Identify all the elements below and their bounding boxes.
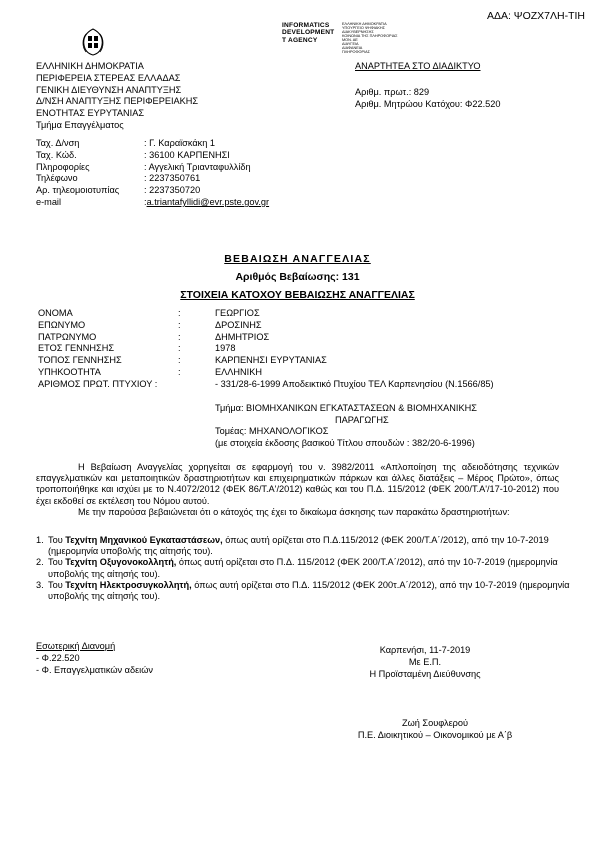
header-line: ΕΝΟΤΗΤΑΣ ΕΥΡΥΤΑΝΙΑΣ — [36, 108, 145, 119]
distribution-item: - Φ. Επαγγελματικών αδειών — [36, 664, 153, 675]
activity-item — [36, 557, 576, 579]
contact-label: Αρ. τηλεομοιοτυπίας — [36, 185, 120, 196]
email-value-wrap — [144, 197, 269, 208]
issuer-header — [36, 61, 198, 132]
contact-label: Ταχ. Κώδ. — [36, 149, 77, 160]
field-value: ΔΗΜΗΤΡΙΟΣ — [215, 331, 270, 342]
logo-line: ΔΙΑΦΑΝΕΙΑ — [342, 45, 363, 50]
field-value: ΔΡΟΣΙΝΗΣ — [215, 319, 262, 330]
logo-line: INFORMATICS — [282, 22, 330, 29]
contact-value: : 36100 ΚΑΡΠΕΝΗΣΙ — [144, 149, 230, 160]
contact-label: Πληροφορίες — [36, 161, 90, 172]
field-colon: : — [178, 366, 181, 377]
logo-line: ΚΟΙΝΩΝΙΑ ΤΗΣ ΠΛΗΡΟΦΟΡΙΑΣ — [342, 33, 398, 38]
header-line: ΓΕΝΙΚΗ ΔΙΕΥΘΥΝΣΗ ΑΝΑΠΤΥΞΗΣ — [36, 84, 182, 95]
field-label: ΑΡΙΘΜΟΣ ΠΡΩΤ. ΠΤΥΧΙΟΥ : — [38, 378, 158, 389]
field-colon: : — [178, 319, 181, 330]
greek-emblem-icon — [80, 27, 106, 57]
header-line: Τμήμα Επαγγέλματος — [36, 119, 124, 130]
activity-prefix: Του — [48, 579, 66, 590]
post-online-label: ΑΝΑΡΤΗΤΕΑ ΣΤΟ ΔΙΑΔΙΚΤΥΟ — [355, 61, 481, 71]
activity-number: 2. — [36, 557, 44, 568]
logo-line: ΔΙΑΥΓΕΙΑ — [342, 41, 359, 46]
field-value: ΕΛΛΗΝΙΚΗ — [215, 366, 262, 377]
field-label: ΕΠΩΝΥΜΟ — [38, 319, 86, 330]
protocol-number: Αριθμ. πρωτ.: 829 — [355, 86, 430, 97]
field-colon: : — [178, 343, 181, 354]
activity-item — [36, 535, 576, 557]
degree-line: ΠΑΡΑΓΩΓΗΣ — [335, 414, 389, 425]
signature-block — [340, 645, 510, 680]
activity-text: όπως αυτή ορίζεται στο Π.Δ. 115/2012 (ΦΕΚ 200τ.Α΄/2012), από την 10-7-2019 (ημερομηνία υποβολής της αίτησής του). — [48, 579, 570, 602]
signer-name: Ζωή Σουφλερού — [401, 718, 469, 728]
signer-position: Π.Ε. Διοικητικού – Οικονομικού με Α΄β — [357, 729, 513, 740]
document-title: ΒΕΒΑΙΩΣΗ ΑΝΑΓΓΕΛΙΑΣ — [224, 253, 371, 265]
activity-title: Τεχνίτη Ηλεκτροσυγκολλητή, — [65, 579, 192, 590]
certificate-number: Αριθμός Βεβαίωσης: 131 — [235, 271, 360, 283]
field-label: ΠΑΤΡΩΝΥΜΟ — [38, 331, 97, 342]
place-date: Καρπενήσι, 11-7-2019 — [379, 645, 471, 655]
distribution-title: Εσωτερική Διανομή — [36, 641, 116, 651]
degree-line: Τμήμα: ΒΙΟΜΗΧΑΝΙΚΩΝ ΕΓΚΑΤΑΣΤΑΣΕΩΝ & ΒΙΟΜΗΧΑΝΙΚΗΣ — [215, 403, 477, 413]
signer-role: Η Προϊσταμένη Διεύθυνσης — [369, 668, 481, 679]
email-label: e-mail — [36, 196, 62, 207]
logo-line: ΜΟΝ. ΑΕ — [342, 37, 358, 42]
activity-item — [36, 580, 576, 602]
logo-line: DEVELOPMENT — [282, 29, 335, 37]
legal-paragraphs — [36, 462, 559, 518]
field-label: ΕΤΟΣ ΓΕΝΝΗΣΗΣ — [38, 343, 115, 354]
contact-label: Ταχ. Δ/νση — [36, 138, 80, 148]
activity-prefix: Του — [48, 557, 66, 568]
internal-distribution — [36, 641, 153, 676]
field-label: ΤΟΠΟΣ ΓΕΝΝΗΣΗΣ — [38, 355, 122, 366]
registry-number: Αριθμ. Μητρώου Κατόχου: Φ22.520 — [355, 98, 501, 109]
activity-number: 1. — [36, 535, 44, 545]
field-value: 1978 — [215, 343, 236, 354]
logo-line: ΥΠΟΥΡΓΕΙΟ ΨΗΦΙΑΚΗΣ — [342, 25, 386, 30]
contact-value: : Αγγελική Τριανταφυλλίδη — [144, 161, 251, 172]
activity-text: όπως αυτή ορίζεται στο Π.Δ.115/2012 (ΦΕΚ 200/Τ.Α΄/2012), από την 10-7-2019 (ημερομηνία υποβολής της αίτησής του). — [48, 535, 549, 557]
contact-value: : 2237350720 — [144, 185, 201, 196]
ada-code: ΑΔΑ: ΨΟΖΧ7ΛΗ-ΤΙΗ — [486, 10, 585, 22]
logo-line: T AGENCY — [282, 36, 318, 44]
header-line: Δ/ΝΣΗ ΑΝΑΠΤΥΞΗΣ ΠΕΡΙΦΕΡΕΙΑΚΗΣ — [36, 96, 199, 107]
contact-label: Τηλέφωνο — [36, 173, 78, 184]
logo-right-text — [342, 22, 398, 54]
post-info — [355, 61, 500, 110]
email-colon: : — [144, 196, 147, 207]
logo-line: ΠΛΗΡΟΦΟΡΙΑΣ — [342, 49, 370, 54]
degree-line: Τομέας: ΜΗΧΑΝΟΛΟΓΙΚΟΣ — [215, 426, 329, 436]
degree-details — [215, 403, 477, 449]
diavgeia-logo — [282, 22, 406, 60]
holder-section-title: ΣΤΟΙΧΕΙΑ ΚΑΤΟΧΟΥ ΒΕΒΑΙΩΣΗΣ ΑΝΑΓΓΕΛΙΑΣ — [180, 289, 415, 301]
activity-text: όπως αυτή ορίζεται στο Π.Δ. 115/2012 (ΦΕΚ 200/Τ.Α΄/2012), από την 10-7-2019 (ημερομηνία υποβολής της αίτησής του). — [48, 557, 558, 579]
field-colon: : — [178, 308, 181, 318]
field-colon: : — [178, 355, 181, 366]
distribution-item: - Φ.22.520 — [36, 652, 80, 663]
by-order: Με Ε.Π. — [408, 656, 442, 667]
header-line: ΕΛΛΗΝΙΚΗ ΔΗΜΟΚΡΑΤΙΑ — [36, 61, 144, 71]
field-value: ΓΕΩΡΓΙΟΣ — [215, 308, 260, 318]
logo-line: ΔΙΑΚΥΒΕΡΝΗΣΗΣ — [342, 29, 374, 34]
activity-title: Τεχνίτη Οξυγονοκολλητή, — [65, 557, 177, 568]
field-value: ΚΑΡΠΕΝΗΣΙ ΕΥΡΥΤΑΝΙΑΣ — [215, 355, 327, 366]
activity-title: Τεχνίτη Μηχανικού Εγκαταστάσεων, — [65, 535, 223, 545]
signer-block — [330, 718, 540, 742]
email-link[interactable]: a.triantafyllidi@evr.pste.gov.gr — [146, 196, 270, 207]
degree-line: (με στοιχεία έκδοσης βασικού Τίτλου σπουδών : 382/20-6-1996) — [215, 437, 475, 448]
field-label: ΟΝΟΜΑ — [38, 308, 73, 318]
header-line: ΠΕΡΙΦΕΡΕΙΑ ΣΤΕΡΕΑΣ ΕΛΛΑΔΑΣ — [36, 72, 181, 83]
field-colon: : — [178, 331, 181, 342]
field-value: - 331/28-6-1999 Αποδεικτικό Πτυχίου ΤΕΛ Καρπενησίου (Ν.1566/85) — [215, 378, 494, 389]
logo-line: ΕΛΛΗΝΙΚΗ ΔΗΜΟΚΡΑΤΙΑ — [342, 22, 387, 26]
activity-prefix: Του — [48, 535, 66, 545]
contact-value: : 2237350761 — [144, 173, 201, 184]
contact-value: : Γ. Καραϊσκάκη 1 — [144, 138, 215, 148]
field-label: ΥΠΗΚΟΟΤΗΤΑ — [38, 366, 101, 377]
logo-left-text — [282, 22, 334, 44]
rights-paragraph: Με την παρούσα βεβαιώνεται ότι ο κάτοχός της έχει το δικαίωμα άσκησης των παρακάτω δραστηριοτήτων: — [78, 506, 510, 517]
activity-number: 3. — [36, 579, 44, 590]
legal-basis-paragraph: Η Βεβαίωση Αναγγελίας χορηγείται σε εφαρμογή του ν. 3982/2011 «Απλοποίηση της αδειοδότησης τεχνικών επαγγελματικών και μεταποιητικών δραστηριοτήτων και επιχειρηματικών πάρκων και άλλες διατάξεις – Μέρος Πρώτο», όπως τροποποιήθηκε και ισχύει με το Ν.4072/2012 (ΦΕΚ 86/Τ.Α'/2012) καθώς και του Π.Δ. 115/2012 (ΦΕΚ 200/Τ.Α'/17-10-2012) που έχει εκδοθεί σε εκτέλεση του Νόμου αυτού. — [36, 462, 559, 506]
activities-list — [36, 535, 576, 602]
